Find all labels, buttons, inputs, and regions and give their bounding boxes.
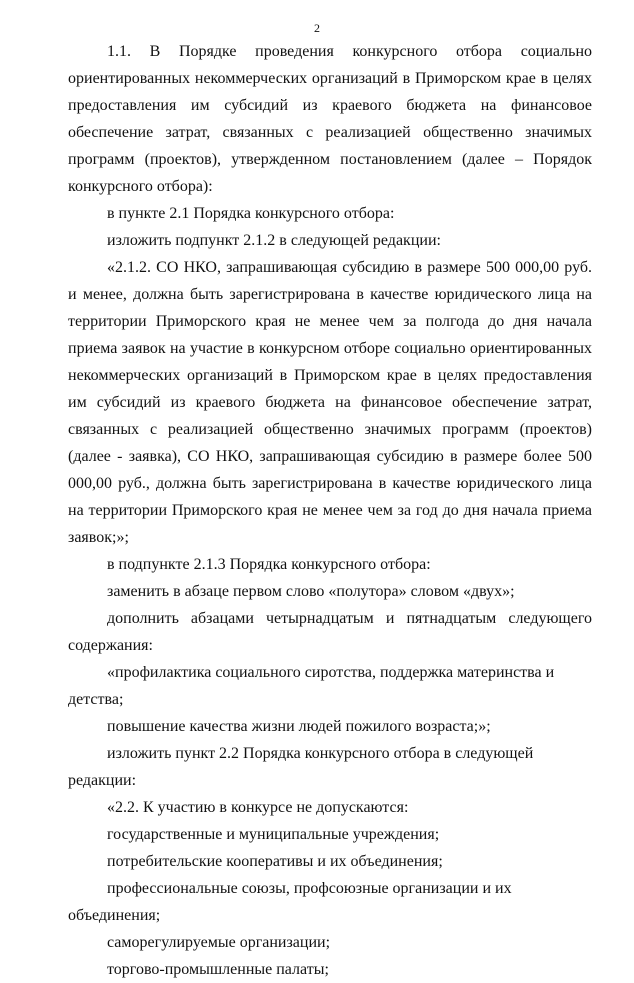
paragraph-orphanhood-prevention: «профилактика социального сиротства, поддержка материнства и детства; [68,664,555,708]
list-item-self-regulatory: саморегулируемые организации; [107,934,331,951]
list-item-trade-unions: профессиональные союзы, профсоюзные организации и их объединения; [68,880,512,924]
paragraph-point-2-1: в пункте 2.1 Порядка конкурсного отбора: [107,205,395,222]
paragraph-1-1-intro: 1.1. В Порядке проведения конкурсного отбора социально ориентированных некоммерческих организаций в Приморском крае в целях предоставления им субсидий из краевого бюджета на финансовое обеспечение затрат, связанных с реализацией общественно значимых программ (проектов), утвержденном постановлением (далее – Порядок конкурсного отбора): [68,43,592,195]
page-number: 2 [314,21,320,35]
paragraph-point-2-2-instruction: изложить пункт 2.2 Порядка конкурсного отбора в следующей редакции: [68,745,534,789]
paragraph-subpoint-2-1-2-text: «2.1.2. СО НКО, запрашивающая субсидию в размере 500 000,00 руб. и менее, должна быть зарегистрирована в качестве юридического лица на территории Приморского края не менее чем за полгода до дня начала приема заявок на участие в конкурсном отборе социально ориентированных некоммерческих организаций в Приморском крае в целях предоставления им субсидий из краевого бюджета на финансовое обеспечение затрат, связанных с реализацией общественно значимых программ (проектов) (далее - заявка), СО НКО, запрашивающая субсидию в размере более 500 000,00 руб., должна быть зарегистрирована в качестве юридического лица на территории Приморского края не менее чем за год до дня начала приема заявок;»; [68,259,592,546]
paragraph-subpoint-2-1-2-instruction: изложить подпункт 2.1.2 в следующей редакции: [107,232,441,249]
paragraph-replace-word: заменить в абзаце первом слово «полутора» словом «двух»; [107,583,515,600]
document-body [68,38,592,983]
list-item-state-institutions: государственные и муниципальные учреждения; [107,826,440,843]
paragraph-elderly-quality: повышение качества жизни людей пожилого возраста;»; [107,718,491,735]
paragraph-subpoint-2-1-3: в подпункте 2.1.3 Порядка конкурсного отбора: [107,556,431,573]
list-item-chambers-of-commerce: торгово-промышленные палаты; [107,961,329,978]
list-item-cooperatives: потребительские кооперативы и их объединения; [107,853,443,870]
paragraph-add-paragraphs: дополнить абзацами четырнадцатым и пятнадцатым следующего содержания: [68,610,592,654]
paragraph-point-2-2-text: «2.2. К участию в конкурсе не допускаются: [107,799,409,816]
